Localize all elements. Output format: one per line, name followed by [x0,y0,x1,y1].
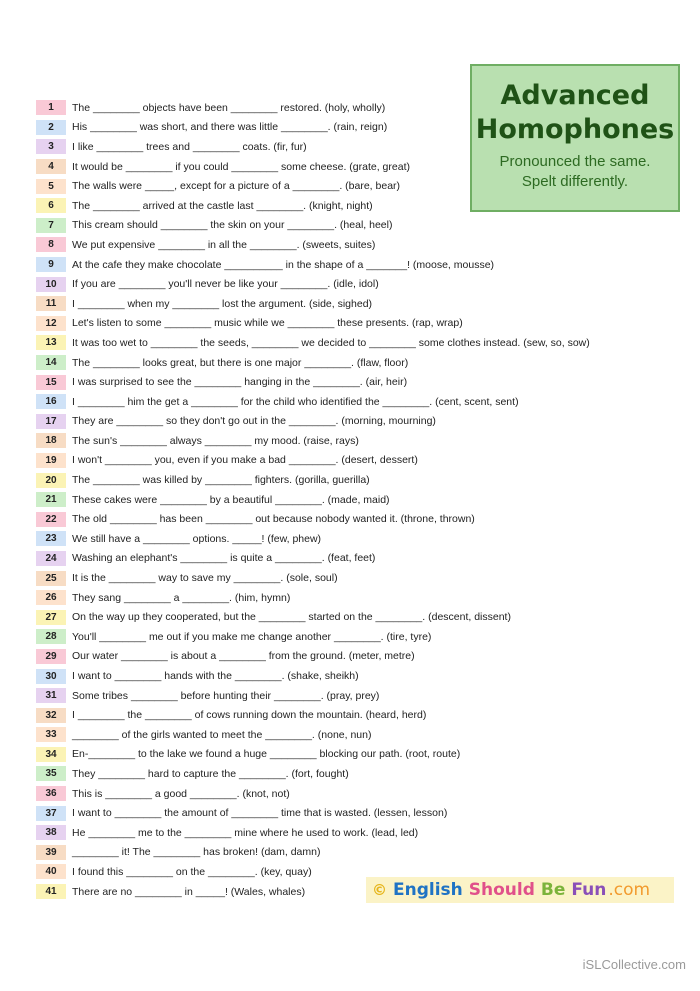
question-text: ________ it! The ________ has broken! (dam, damn) [72,846,321,859]
question-text: En-________ to the lake we found a huge ________ blocking our path. (root, route) [72,748,461,761]
question-row [36,235,686,255]
question-text: You'll ________ me out if you make me change another ________. (tire, tyre) [72,630,432,643]
question-number-badge: 15 [36,375,66,390]
question-number-badge: 5 [36,179,66,194]
question-number-badge: 11 [36,296,66,311]
question-row [36,196,686,216]
question-number-badge: 12 [36,316,66,331]
question-text: This is ________ a good ________. (knot, not) [72,787,290,800]
question-number-badge: 10 [36,277,66,292]
question-number-badge: 25 [36,571,66,586]
question-row [36,607,686,627]
question-text: They are ________ so they don't go out in the ________. (morning, mourning) [72,415,436,428]
question-row [36,470,686,490]
question-text: The ________ was killed by ________ fighters. (gorilla, guerilla) [72,474,370,487]
question-text: I was surprised to see the ________ hanging in the ________. (air, heir) [72,376,408,389]
question-row [36,823,686,843]
question-row [36,490,686,510]
question-text: He ________ me to the ________ mine where he used to work. (lead, led) [72,826,419,839]
question-number-badge: 22 [36,512,66,527]
question-text: They ________ hard to capture the ________. (fort, fought) [72,767,349,780]
question-text: The old ________ has been ________ out because nobody wanted it. (throne, thrown) [72,513,475,526]
question-row [36,98,686,118]
title-line-1: Advanced [500,80,650,111]
question-number-badge: 20 [36,473,66,488]
question-text: The walls were _____, except for a picture of a ________. (bare, bear) [72,180,401,193]
question-text: I ________ the ________ of cows running down the mountain. (heard, herd) [72,709,427,722]
question-number-badge: 26 [36,590,66,605]
question-text: I want to ________ hands with the ________. (shake, sheikh) [72,670,359,683]
question-text: I ________ when my ________ lost the argument. (side, sighed) [72,297,373,310]
question-row [36,294,686,314]
question-row [36,353,686,373]
question-text: I want to ________ the amount of ________ time that is wasted. (lessen, lesson) [72,807,448,820]
question-text: ________ of the girls wanted to meet the ________. (none, nun) [72,728,372,741]
question-row [36,784,686,804]
question-text: These cakes were ________ by a beautiful ________. (made, maid) [72,493,390,506]
question-number-badge: 19 [36,453,66,468]
question-text: The ________ looks great, but there is one major ________. (flaw, floor) [72,356,409,369]
question-text: I ________ him the get a ________ for the child who identified the ________. (cent, scent, sent) [72,395,519,408]
subtitle-line-2: Spelt differently. [521,173,629,190]
question-text: The sun's ________ always ________ my mood. (raise, rays) [72,434,359,447]
question-text: Our water ________ is about a ________ from the ground. (meter, metre) [72,650,415,663]
question-number-badge: 35 [36,766,66,781]
question-text: They sang ________ a ________. (him, hymn) [72,591,291,604]
question-number-badge: 38 [36,825,66,840]
question-text: Some tribes ________ before hunting their ________. (pray, prey) [72,689,380,702]
subtitle-line-1: Pronounced the same. [499,153,651,170]
logo-word-fun: Fun [571,880,607,900]
question-list [36,98,686,901]
question-row [36,216,686,236]
question-row [36,372,686,392]
question-text: Let's listen to some ________ music while we ________ these presents. (rap, wrap) [72,317,463,330]
question-text: It is the ________ way to save my ________. (sole, soul) [72,572,338,585]
question-number-badge: 27 [36,610,66,625]
question-row [36,118,686,138]
question-number-badge: 37 [36,806,66,821]
question-row [36,314,686,334]
question-text: On the way up they cooperated, but the ________ started on the ________. (descent, dissent) [72,611,511,624]
question-text: It was too wet to ________ the seeds, ________ we decided to ________ some clothes instead. (sew, so, sow) [72,336,590,349]
question-row [36,803,686,823]
question-number-badge: 18 [36,433,66,448]
question-text: We put expensive ________ in all the ________. (sweets, suites) [72,238,376,251]
esbf-logo [366,877,674,903]
question-row [36,431,686,451]
question-number-badge: 4 [36,159,66,174]
question-number-badge: 28 [36,629,66,644]
question-row [36,725,686,745]
question-number-badge: 30 [36,669,66,684]
question-row [36,666,686,686]
question-number-badge: 33 [36,727,66,742]
question-number-badge: 23 [36,531,66,546]
question-text: I won't ________ you, even if you make a bad ________. (desert, dessert) [72,454,418,467]
question-number-badge: 17 [36,414,66,429]
logo-word-be: Be [540,880,566,900]
question-number-badge: 21 [36,492,66,507]
question-text: There are no ________ in _____! (Wales, whales) [72,885,306,898]
question-number-badge: 31 [36,688,66,703]
question-number-badge: 6 [36,198,66,213]
question-row [36,176,686,196]
logo-word-com: .com [608,880,651,900]
question-row [36,529,686,549]
question-text: It would be ________ if you could ________ some cheese. (grate, great) [72,160,410,173]
question-number-badge: 32 [36,708,66,723]
question-number-badge: 41 [36,884,66,899]
watermark: iSLCollective.com [582,957,686,972]
question-number-badge: 7 [36,218,66,233]
question-row [36,568,686,588]
question-number-badge: 29 [36,649,66,664]
question-text: I like ________ trees and ________ coats. (fir, fur) [72,140,307,153]
question-row [36,274,686,294]
question-number-badge: 13 [36,335,66,350]
logo-word-should: Should [468,880,535,900]
question-number-badge: 39 [36,845,66,860]
question-row [36,764,686,784]
question-text: The ________ objects have been ________ restored. (holy, wholly) [72,101,386,114]
question-text: Washing an elephant's ________ is quite a ________. (feat, feet) [72,552,376,565]
question-row [36,412,686,432]
question-number-badge: 1 [36,100,66,115]
question-row [36,588,686,608]
question-text: We still have a ________ options. _____! (few, phew) [72,532,322,545]
question-number-badge: 8 [36,237,66,252]
question-row [36,509,686,529]
question-text: The ________ arrived at the castle last ________. (knight, night) [72,199,373,212]
copyright-symbol: © [372,881,387,899]
question-row [36,843,686,863]
question-number-badge: 36 [36,786,66,801]
question-text: This cream should ________ the skin on your ________. (heal, heel) [72,219,393,232]
title-line-2: Homophones [475,114,675,145]
question-number-badge: 34 [36,747,66,762]
question-row [36,627,686,647]
question-row [36,745,686,765]
question-row [36,647,686,667]
question-number-badge: 16 [36,394,66,409]
question-row [36,705,686,725]
question-number-badge: 9 [36,257,66,272]
question-text: At the cafe they make chocolate __________ in the shape of a _______! (moose, mousse) [72,258,495,271]
question-number-badge: 24 [36,551,66,566]
question-number-badge: 2 [36,120,66,135]
logo-word-english: English [393,880,463,900]
question-row [36,255,686,275]
question-row [36,333,686,353]
question-number-badge: 40 [36,864,66,879]
question-row [36,392,686,412]
question-row [36,137,686,157]
question-number-badge: 3 [36,139,66,154]
question-row [36,549,686,569]
question-row [36,686,686,706]
question-number-badge: 14 [36,355,66,370]
question-text: His ________ was short, and there was little ________. (rain, reign) [72,121,388,134]
question-row [36,451,686,471]
question-text: If you are ________ you'll never be like your ________. (idle, idol) [72,278,379,291]
question-row [36,157,686,177]
question-text: I found this ________ on the ________. (key, quay) [72,865,312,878]
